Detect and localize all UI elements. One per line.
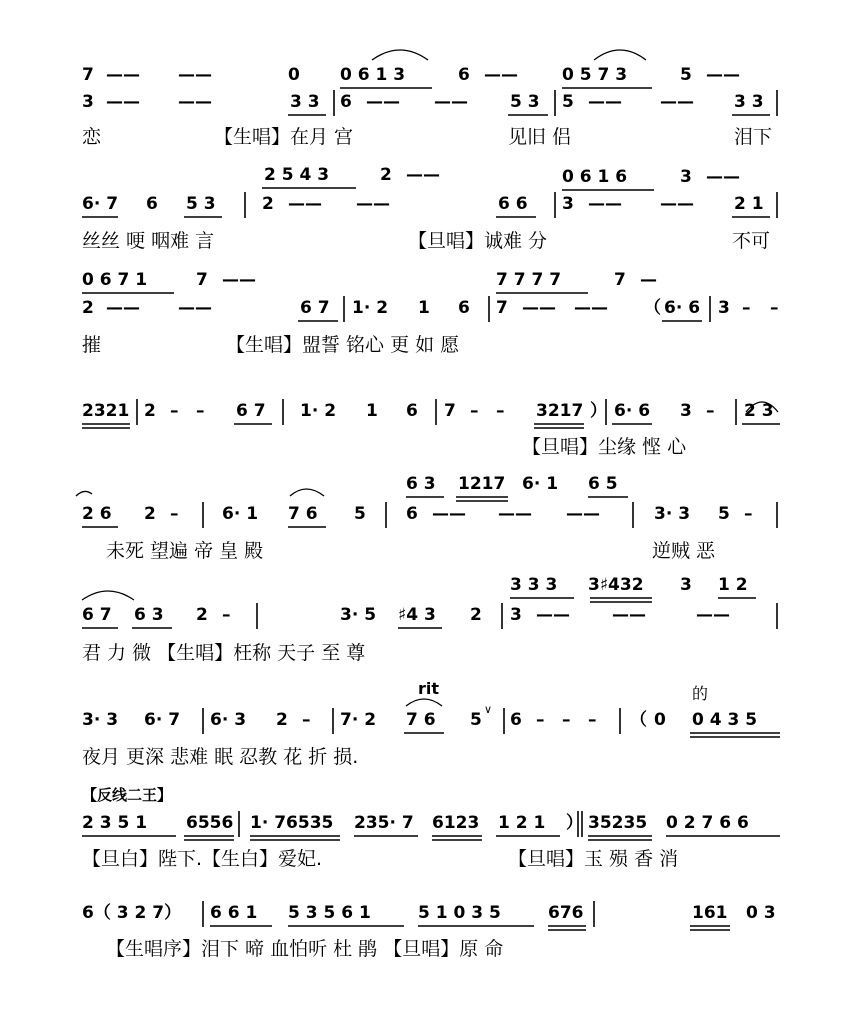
note-group: 6· 7	[82, 194, 119, 214]
note: 5	[562, 92, 574, 112]
note: 2	[380, 165, 392, 185]
dash: ——	[498, 504, 532, 524]
note-group: 0 6 1 3	[340, 65, 406, 85]
note: 2	[262, 194, 274, 214]
dash: ——	[406, 165, 440, 185]
dash: ——	[660, 92, 694, 112]
note: 7	[444, 401, 456, 421]
lyric: 不可	[732, 230, 771, 252]
slur	[406, 699, 442, 706]
dash: ——	[484, 65, 518, 85]
dash: –	[744, 504, 753, 524]
note: 0	[654, 710, 666, 730]
note-group: 3 3 3	[510, 575, 558, 595]
dash: ——	[222, 270, 256, 290]
note-group: 5 1 0 3 5	[418, 903, 501, 923]
dash: ——	[434, 92, 468, 112]
lyric: 未死 望遍 帝 皇 殿	[106, 540, 264, 562]
note-group: 6· 6	[664, 298, 701, 318]
note-group: 35235	[588, 813, 648, 833]
note-group: 2321	[82, 401, 130, 421]
note: 7	[496, 298, 508, 318]
note-group: 1· 2	[300, 401, 337, 421]
dash: –	[562, 710, 571, 730]
note: 2	[196, 605, 208, 625]
dash: –	[496, 401, 505, 421]
lyric: 【生唱】在月 宫	[214, 126, 354, 148]
dash: ——	[660, 194, 694, 214]
lyric: 见旧 侣	[508, 126, 572, 148]
lyric: 【旦唱】玉 殒 香 消	[508, 848, 679, 870]
note: 1	[366, 401, 378, 421]
note: 6	[458, 298, 470, 318]
lyric: 【旦白】陛下.【生白】爱妃.	[82, 848, 323, 870]
slur	[594, 50, 646, 60]
note-group: 2 3	[744, 401, 774, 421]
note-group: 3· 3	[654, 504, 691, 524]
dash: —	[640, 270, 657, 290]
dash: ——	[106, 65, 140, 85]
slur	[82, 591, 134, 600]
note-group: 7 7 7 7	[496, 270, 562, 290]
lyric: 逆贼 恶	[652, 540, 716, 562]
note-group: 5 3	[186, 194, 216, 214]
lyric: 【生唱】盟誓 铭心 更 如 愿	[226, 334, 460, 356]
note-group: 0 2 7 6 6	[666, 813, 749, 833]
note-group: 1 2 1	[498, 813, 546, 833]
note-group: 6 6 1	[210, 903, 258, 923]
note: 7	[82, 65, 94, 85]
dash: –	[742, 298, 751, 318]
note-group: 161	[692, 903, 728, 923]
note: 5	[470, 710, 482, 730]
note-group: 6· 6	[614, 401, 651, 421]
note: 6	[146, 194, 158, 214]
lyric: 【旦唱】尘缘 悭 心	[522, 436, 687, 458]
note: 2	[144, 401, 156, 421]
note-group: 6· 1	[522, 474, 559, 494]
paren: ）	[566, 813, 583, 833]
note: 3	[510, 605, 522, 625]
dash: –	[170, 401, 179, 421]
dash: ——	[288, 194, 322, 214]
slur	[746, 402, 778, 412]
lyric: 【生唱序】泪下 啼 血怕听 杜 鹃 【旦唱】原 命	[106, 938, 504, 960]
note: 3	[680, 167, 692, 187]
note-group: 6123	[432, 813, 480, 833]
note-group: 7· 2	[340, 710, 377, 730]
dash: –	[470, 401, 479, 421]
dash: ——	[536, 605, 570, 625]
note-group: 6（ 3 2 7）	[82, 903, 182, 923]
dash: ——	[696, 605, 730, 625]
note-group: 235· 7	[354, 813, 414, 833]
note: 6	[340, 92, 352, 112]
note-group: 6· 7	[144, 710, 181, 730]
note: 5	[718, 504, 730, 524]
slur	[290, 489, 324, 496]
dash: –	[302, 710, 311, 730]
note-group: 0 4 3 5	[692, 710, 758, 730]
note-group: 0 6 7 1	[82, 270, 148, 290]
lyric: 夜月 更深 悲难 眠 忍教 花 折 损.	[82, 746, 359, 768]
dash: –	[706, 401, 715, 421]
dash: ——	[588, 92, 622, 112]
note-group: 3 3	[734, 92, 764, 112]
note-group: 0 3	[746, 903, 776, 923]
note-group: 6 3	[406, 474, 436, 494]
note: 5	[354, 504, 366, 524]
lyric: 泪下	[734, 126, 773, 148]
note-group: 1· 76535	[250, 813, 334, 833]
note: 2	[276, 710, 288, 730]
dash: ——	[366, 92, 400, 112]
note: 2	[470, 605, 482, 625]
note-group: 6· 1	[222, 504, 259, 524]
note-group: 1 2	[718, 575, 748, 595]
note-group: 6· 3	[210, 710, 247, 730]
lyric: 丝丝 哽 咽难 言	[82, 230, 215, 252]
note: 6	[406, 401, 418, 421]
note: 6	[406, 504, 418, 524]
note-group: 2 3 5 1	[82, 813, 148, 833]
note-group: 6 7	[300, 298, 330, 318]
dash: ——	[432, 504, 466, 524]
lyric: 摧	[82, 334, 102, 356]
note-group: 6 5	[588, 474, 618, 494]
note-group: 3 3	[290, 92, 320, 112]
note-group: 3· 5	[340, 605, 377, 625]
dash: ——	[178, 298, 212, 318]
dash: ——	[178, 65, 212, 85]
note: 2	[82, 298, 94, 318]
paren: （	[644, 298, 661, 318]
note: 3	[680, 401, 692, 421]
note: 1	[418, 298, 430, 318]
dash: ——	[106, 92, 140, 112]
dash: –	[170, 504, 179, 524]
note-group: 5 3	[510, 92, 540, 112]
dash: ——	[106, 298, 140, 318]
note-group: 7 6	[288, 504, 318, 524]
note: 3	[680, 575, 692, 595]
note: 7	[196, 270, 208, 290]
note-group: 6 7	[236, 401, 266, 421]
dash: ——	[522, 298, 556, 318]
dash: –	[196, 401, 205, 421]
dash: ——	[356, 194, 390, 214]
note-group: 1· 2	[352, 298, 389, 318]
dash: ——	[588, 194, 622, 214]
dash: –	[222, 605, 231, 625]
paren: ）	[590, 401, 607, 421]
dash: ——	[706, 167, 740, 187]
marking: 的	[692, 684, 709, 703]
note-group: 3217	[536, 401, 584, 421]
section-label: 【反线二王】	[82, 786, 173, 804]
note-group: 3♯432	[588, 575, 644, 595]
dash: ——	[706, 65, 740, 85]
dash: ——	[178, 92, 212, 112]
slur	[76, 491, 92, 496]
lyric: 君 力 微 【生唱】枉称 天子 至 尊	[82, 642, 366, 664]
note-group: 6 6	[498, 194, 528, 214]
note: 6	[458, 65, 470, 85]
dash: –	[770, 298, 779, 318]
rit-marking: rit	[418, 679, 440, 698]
note-group: 2 5 4 3	[264, 165, 330, 185]
note-group: 5 3 5 6 1	[288, 903, 371, 923]
note: 3	[562, 194, 574, 214]
note-group: 676	[548, 903, 584, 923]
dash: ——	[612, 605, 646, 625]
note: 0	[288, 65, 300, 85]
note-group: ♯4 3	[398, 605, 436, 625]
note-group: 7 6	[406, 710, 436, 730]
lyric: 【旦唱】诚难 分	[408, 230, 548, 252]
dash: ——	[574, 298, 608, 318]
dash: ——	[566, 504, 600, 524]
slur	[372, 50, 428, 60]
note: 3	[718, 298, 730, 318]
dash: –	[588, 710, 597, 730]
note-group: 6 7	[82, 605, 112, 625]
dash: –	[536, 710, 545, 730]
note-group: 0 6 1 6	[562, 167, 628, 187]
paren: （	[630, 710, 647, 730]
breath-mark: ∨	[484, 703, 493, 716]
note: 2	[144, 504, 156, 524]
note: 6	[510, 710, 522, 730]
note: 7	[614, 270, 626, 290]
note-group: 1217	[458, 474, 506, 494]
note-group: 0 5 7 3	[562, 65, 628, 85]
lyric: 恋	[82, 126, 102, 148]
note-group: 6 3	[134, 605, 164, 625]
note-group: 2 1	[734, 194, 764, 214]
note-group: 2 6	[82, 504, 112, 524]
note-group: 3· 3	[82, 710, 119, 730]
note: 5	[680, 65, 692, 85]
note-group: 6556	[186, 813, 234, 833]
note: 3	[82, 92, 94, 112]
